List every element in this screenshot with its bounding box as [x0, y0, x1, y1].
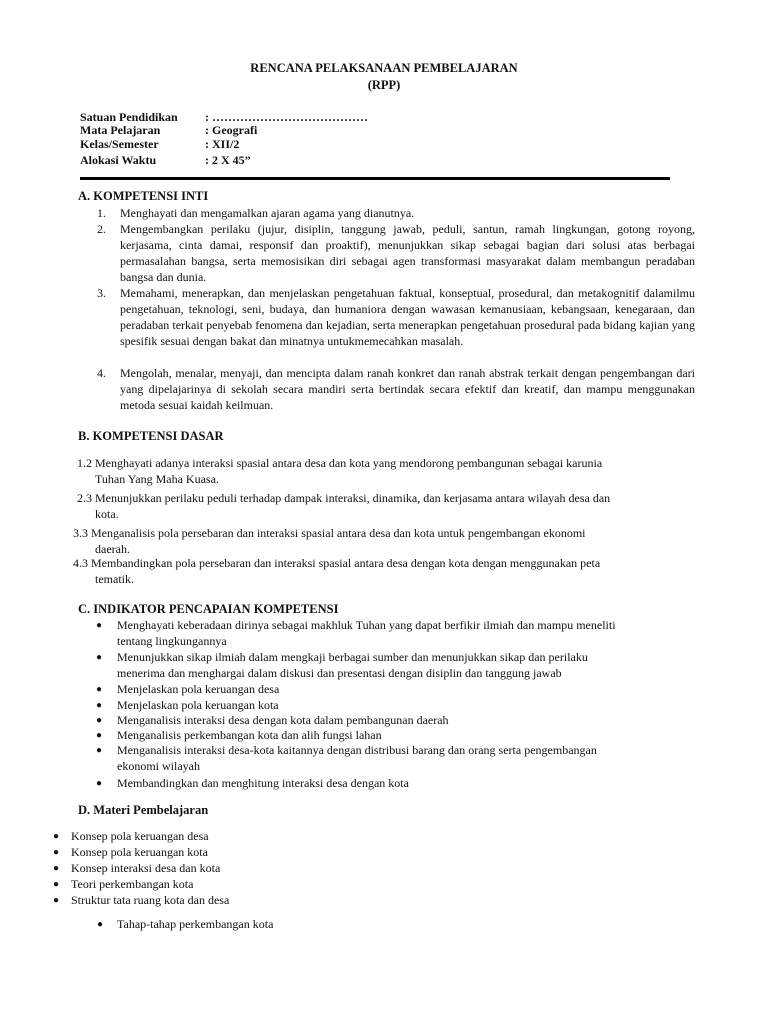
list-item: Tahap-tahap perkembangan kota: [117, 917, 274, 931]
list-item: Menganalisis perkembangan kota dan alih fungsi lahan: [117, 728, 382, 742]
list-item: Membandingkan dan menghitung interaksi desa dengan kota: [117, 776, 409, 790]
section-a-title: A. KOMPETENSI INTI: [78, 189, 209, 203]
bullet-icon: ●: [52, 895, 60, 906]
identity-label: Alokasi Waktu: [80, 153, 157, 167]
list-item: Menjelaskan pola keruangan kota: [117, 698, 279, 712]
kd-line: 2.3 Menunjukkan perilaku peduli terhadap dampak interaksi, dinamika, dan kerjasama antara wilayah desa dan: [77, 491, 611, 505]
bullet-icon: ●: [96, 919, 104, 930]
list-item: Struktur tata ruang kota dan desa: [71, 893, 230, 907]
list-item: Memahami, menerapkan, dan menjelaskan pengetahuan faktual, konseptual, prosedural, dan metakognitif dalamilmu pengetahuan, teknologi, seni, budaya, dan humaniora dengan wawasan kemanusiaan, kebangsaan, kenegaraan, dan peradaban terkait penyebab fenomena dan kejadian, serta menerapkan pengetahuan prosedural pada bidang kajian yang spesifik sesuai dengan bakat dan minatnya untukmemecahkan masalah.: [120, 286, 695, 348]
list-item: tentang lingkungannya: [117, 634, 227, 648]
kd-line: daerah.: [95, 542, 130, 556]
list-item: Menganalisis interaksi desa-kota kaitannya dengan distribusi barang dan orang serta pengembangan: [117, 743, 597, 757]
bullet-icon: ●: [52, 863, 60, 874]
list-number: 3.: [97, 286, 106, 300]
section-d-title: D. Materi Pembelajaran: [78, 803, 209, 817]
kd-line: tematik.: [95, 572, 134, 586]
list-item: ekonomi wilayah: [117, 759, 200, 773]
section-c-title: C. INDIKATOR PENCAPAIAN KOMPETENSI: [78, 602, 339, 616]
list-item: Konsep interaksi desa dan kota: [71, 861, 221, 875]
kd-line: 3.3 Menganalisis pola persebaran dan interaksi spasial antara desa dan kota untuk pengembangan ekonomi: [73, 526, 586, 540]
kd-line: kota.: [95, 507, 119, 521]
divider-rule: [80, 177, 670, 180]
list-item: Teori perkembangan kota: [71, 877, 194, 891]
bullet-icon: ●: [95, 745, 103, 756]
identity-value: : Geografi: [205, 123, 258, 137]
list-item: Konsep pola keruangan kota: [71, 845, 208, 859]
kd-line: 1.2 Menghayati adanya interaksi spasial antara desa dan kota yang mendorong pembangunan sebagai karunia: [77, 456, 603, 470]
bullet-icon: ●: [95, 652, 103, 663]
list-item: Mengolah, menalar, menyaji, dan mencipta dalam ranah konkret dan ranah abstrak terkait dengan pengembangan dari yang dipelajarinya di sekolah secara mandiri serta bertindak secara efektif dan kreatif, dan mampu menggunakan metoda sesuai kaidah keilmuan.: [120, 366, 695, 412]
bullet-icon: ●: [95, 715, 103, 726]
identity-value: : XII/2: [205, 137, 240, 151]
bullet-icon: ●: [52, 879, 60, 890]
identity-value: : …………………………………: [205, 110, 368, 124]
list-item: Menjelaskan pola keruangan desa: [117, 682, 280, 696]
identity-label: Mata Pelajaran: [80, 123, 161, 137]
bullet-icon: ●: [95, 684, 103, 695]
list-item: Menghayati keberadaan dirinya sebagai makhluk Tuhan yang dapat berfikir ilmiah dan mampu meneliti: [117, 618, 616, 632]
bullet-icon: ●: [52, 847, 60, 858]
list-item: Menunjukkan sikap ilmiah dalam mengkaji berbagai sumber dan menunjukkan sikap dan perilaku: [117, 650, 588, 664]
document-title: RENCANA PELAKSANAAN PEMBELAJARAN: [250, 61, 518, 75]
bullet-icon: ●: [52, 831, 60, 842]
list-number: 2.: [97, 222, 106, 236]
document-subtitle: (RPP): [367, 78, 401, 92]
list-item: Konsep pola keruangan desa: [71, 829, 209, 843]
list-item: Menganalisis interaksi desa dengan kota dalam pembangunan daerah: [117, 713, 449, 727]
list-item: Mengembangkan perilaku (jujur, disiplin, tanggung jawab, peduli, santun, ramah lingkungan, gotong royong, kerjasama, cinta damai, responsif dan proaktif), menunjukkan sikap sebagai bagian dari solusi atas berbagai permasalahan bangsa, serta memosisikan diri sebagai agen transformasi masyarakat dalam membangun peradaban bangsa dan dunia.: [120, 222, 695, 284]
list-number: 4.: [97, 366, 106, 380]
identity-label: Satuan Pendidikan: [80, 110, 178, 124]
list-number: 1.: [97, 206, 106, 220]
list-item: menerima dan menghargai dalam diskusi dan presentasi dengan disiplin dan tanggung jawab: [117, 666, 562, 680]
identity-value: : 2 X 45”: [205, 153, 251, 167]
kd-line: Tuhan Yang Maha Kuasa.: [95, 472, 219, 486]
bullet-icon: ●: [95, 778, 103, 789]
list-item: Menghayati dan mengamalkan ajaran agama yang dianutnya.: [120, 206, 415, 220]
bullet-icon: ●: [95, 730, 103, 741]
bullet-icon: ●: [95, 700, 103, 711]
section-b-title: B. KOMPETENSI DASAR: [78, 429, 224, 443]
identity-label: Kelas/Semester: [80, 137, 159, 151]
bullet-icon: ●: [95, 620, 103, 631]
kd-line: 4.3 Membandingkan pola persebaran dan interaksi spasial antara desa dengan kota dengan menggunakan peta: [73, 556, 601, 570]
